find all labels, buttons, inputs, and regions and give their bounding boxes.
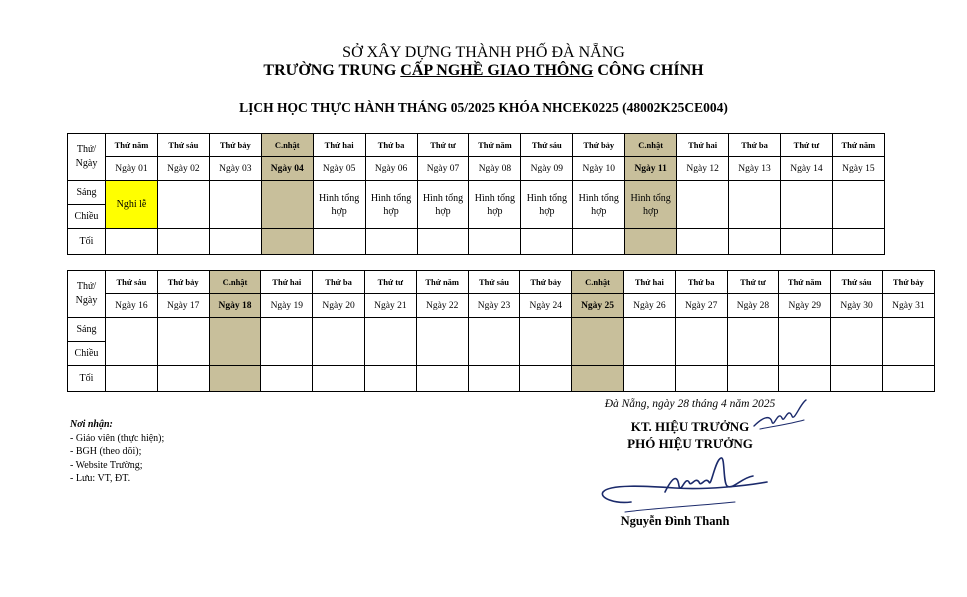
empty-cell xyxy=(157,318,209,366)
empty-cell xyxy=(832,229,884,255)
dayname-row xyxy=(68,134,885,157)
session-label-evening: Tối xyxy=(68,229,106,255)
empty-cell xyxy=(727,366,779,392)
sunday-cell xyxy=(625,229,677,255)
recipient-item: - BGH (theo dõi); xyxy=(70,446,142,457)
date-cell: Ngày 26 xyxy=(623,294,675,318)
date-cell: Ngày 07 xyxy=(417,157,469,181)
dayname-cell: Thứ tư xyxy=(364,271,416,294)
dayname-cell-sunday: C.nhật xyxy=(572,271,624,294)
holiday-cell: Nghỉ lễ xyxy=(106,181,158,229)
dayname-cell: Thứ ba xyxy=(365,134,417,157)
empty-cell xyxy=(209,181,261,229)
date-cell: Ngày 03 xyxy=(209,157,261,181)
dayname-cell: Thứ sáu xyxy=(106,271,158,294)
dayname-cell: Thứ bảy xyxy=(209,134,261,157)
empty-cell xyxy=(675,318,727,366)
date-cell: Ngày 20 xyxy=(313,294,365,318)
date-row xyxy=(68,157,885,181)
date-cell: Ngày 10 xyxy=(573,157,625,181)
empty-cell xyxy=(677,181,729,229)
practice-cell: Hình tổng hợp xyxy=(313,181,365,229)
dayname-cell: Thứ ba xyxy=(675,271,727,294)
session-label-morning: Sáng xyxy=(68,181,106,205)
date-cell: Ngày 22 xyxy=(416,294,468,318)
date-cell: Ngày 08 xyxy=(469,157,521,181)
dayname-cell: Thứ tư xyxy=(727,271,779,294)
recipient-item: - Giáo viên (thực hiện); xyxy=(70,432,165,444)
dayname-cell: Thứ hai xyxy=(677,134,729,157)
date-cell: Ngày 06 xyxy=(365,157,417,181)
date-cell: Ngày 16 xyxy=(106,294,158,318)
empty-cell xyxy=(831,318,883,366)
practice-cell: Hình tổng hợp xyxy=(417,181,469,229)
date-cell-sunday: Ngày 25 xyxy=(572,294,624,318)
practice-cell-sunday: Hình tổng hợp xyxy=(625,181,677,229)
corner-cell: Thứ/ Ngày xyxy=(68,271,106,318)
empty-cell xyxy=(313,229,365,255)
dayname-cell: Thứ sáu xyxy=(521,134,573,157)
practice-cell: Hình tổng hợp xyxy=(573,181,625,229)
empty-cell xyxy=(157,366,209,392)
school-name-part3: CÔNG CHÍNH xyxy=(593,62,704,79)
practice-cell: Hình tổng hợp xyxy=(365,181,417,229)
dayname-cell: Thứ ba xyxy=(313,271,365,294)
empty-cell xyxy=(779,318,831,366)
dayname-cell: Thứ tư xyxy=(780,134,832,157)
session-label-afternoon: Chiều xyxy=(68,342,106,366)
date-cell: Ngày 12 xyxy=(677,157,729,181)
date-cell: Ngày 01 xyxy=(106,157,158,181)
dayname-cell: Thứ bảy xyxy=(520,271,572,294)
empty-cell xyxy=(675,366,727,392)
empty-cell xyxy=(468,366,520,392)
dayname-cell: Thứ sáu xyxy=(157,134,209,157)
practice-cell: Hình tổng hợp xyxy=(521,181,573,229)
empty-cell xyxy=(780,181,832,229)
dayname-cell-sunday: C.nhật xyxy=(209,271,261,294)
date-cell-sunday: Ngày 18 xyxy=(209,294,261,318)
empty-cell xyxy=(573,229,625,255)
empty-cell xyxy=(209,229,261,255)
date-cell: Ngày 30 xyxy=(831,294,883,318)
recipients-block xyxy=(70,418,164,486)
dayname-cell: Thứ năm xyxy=(779,271,831,294)
empty-cell xyxy=(832,181,884,229)
recipients-title: Nơi nhận: xyxy=(70,419,113,430)
empty-cell xyxy=(520,366,572,392)
date-cell: Ngày 23 xyxy=(468,294,520,318)
date-cell: Ngày 21 xyxy=(364,294,416,318)
empty-cell xyxy=(417,229,469,255)
empty-cell xyxy=(468,318,520,366)
empty-cell xyxy=(313,318,365,366)
dayname-cell: Thứ bảy xyxy=(573,134,625,157)
empty-cell xyxy=(261,366,313,392)
signature-date: Đà Nẵng, ngày 28 tháng 4 năm 2025 xyxy=(604,398,776,410)
empty-cell xyxy=(882,366,934,392)
empty-cell xyxy=(729,181,781,229)
dayname-cell: Thứ năm xyxy=(469,134,521,157)
schedule-title: LỊCH HỌC THỰC HÀNH THÁNG 05/2025 KHÓA NHCEK0225 (48002K25CE004) xyxy=(239,100,728,115)
date-cell-sunday: Ngày 04 xyxy=(261,157,313,181)
session-label-morning: Sáng xyxy=(68,318,106,342)
empty-cell xyxy=(106,229,158,255)
empty-cell xyxy=(623,318,675,366)
dayname-cell: Thứ năm xyxy=(416,271,468,294)
recipient-item: - Lưu: VT, ĐT. xyxy=(70,473,131,484)
date-cell: Ngày 27 xyxy=(675,294,727,318)
date-cell: Ngày 19 xyxy=(261,294,313,318)
school-name-part2: CẤP NGHỀ GIAO THÔNG xyxy=(400,62,594,79)
empty-cell xyxy=(261,318,313,366)
session-label-evening: Tối xyxy=(68,366,106,392)
empty-cell xyxy=(364,366,416,392)
date-cell: Ngày 17 xyxy=(157,294,209,318)
signature-title-2: PHÓ HIỆU TRƯỞNG xyxy=(627,436,753,451)
sunday-cell xyxy=(209,366,261,392)
empty-cell xyxy=(416,318,468,366)
session-row-morning xyxy=(68,318,935,342)
sunday-cell xyxy=(572,366,624,392)
empty-cell xyxy=(364,318,416,366)
dayname-cell: Thứ bảy xyxy=(882,271,934,294)
school-name-part1: TRƯỜNG TRUNG xyxy=(263,62,401,79)
session-row-evening xyxy=(68,366,935,392)
empty-cell xyxy=(780,229,832,255)
empty-cell xyxy=(416,366,468,392)
empty-cell xyxy=(779,366,831,392)
dayname-cell-sunday: C.nhật xyxy=(261,134,313,157)
schedule-table-1 xyxy=(67,133,885,255)
schedule-table-2 xyxy=(67,270,935,392)
empty-cell xyxy=(365,229,417,255)
empty-cell xyxy=(469,229,521,255)
empty-cell xyxy=(106,318,158,366)
empty-cell xyxy=(677,229,729,255)
session-row-morning xyxy=(68,181,885,205)
empty-cell xyxy=(729,229,781,255)
date-cell: Ngày 09 xyxy=(521,157,573,181)
dayname-cell: Thứ hai xyxy=(313,134,365,157)
dayname-row xyxy=(68,271,935,294)
sunday-cell xyxy=(261,229,313,255)
date-row xyxy=(68,294,935,318)
dayname-cell: Thứ năm xyxy=(832,134,884,157)
dayname-cell: Thứ hai xyxy=(261,271,313,294)
date-cell-sunday: Ngày 11 xyxy=(625,157,677,181)
date-cell: Ngày 24 xyxy=(520,294,572,318)
sunday-cell xyxy=(261,181,313,229)
date-cell: Ngày 15 xyxy=(832,157,884,181)
sunday-cell xyxy=(209,318,261,366)
empty-cell xyxy=(727,318,779,366)
dayname-cell: Thứ năm xyxy=(106,134,158,157)
sunday-cell xyxy=(572,318,624,366)
session-row-evening xyxy=(68,229,885,255)
signer-name: Nguyễn Đình Thanh xyxy=(620,514,730,528)
empty-cell xyxy=(157,181,209,229)
date-cell: Ngày 05 xyxy=(313,157,365,181)
empty-cell xyxy=(313,366,365,392)
date-cell: Ngày 14 xyxy=(780,157,832,181)
date-cell: Ngày 28 xyxy=(727,294,779,318)
dayname-cell: Thứ sáu xyxy=(468,271,520,294)
session-label-afternoon: Chiều xyxy=(68,205,106,229)
department-name: SỞ XÂY DỰNG THÀNH PHỐ ĐÀ NẴNG xyxy=(342,44,625,61)
corner-cell: Thứ/ Ngày xyxy=(68,134,106,181)
signature-title-1: KT. HIỆU TRƯỞNG xyxy=(630,419,750,434)
school-name xyxy=(0,62,967,80)
recipient-item: - Website Trường; xyxy=(70,459,143,471)
empty-cell xyxy=(882,318,934,366)
empty-cell xyxy=(520,318,572,366)
empty-cell xyxy=(157,229,209,255)
initial-mark-icon xyxy=(750,396,810,436)
dayname-cell: Thứ hai xyxy=(623,271,675,294)
date-cell: Ngày 29 xyxy=(779,294,831,318)
dayname-cell: Thứ bảy xyxy=(157,271,209,294)
dayname-cell: Thứ sáu xyxy=(831,271,883,294)
empty-cell xyxy=(521,229,573,255)
empty-cell xyxy=(831,366,883,392)
dayname-cell-sunday: C.nhật xyxy=(625,134,677,157)
date-cell: Ngày 02 xyxy=(157,157,209,181)
empty-cell xyxy=(623,366,675,392)
date-cell: Ngày 31 xyxy=(882,294,934,318)
dayname-cell: Thứ tư xyxy=(417,134,469,157)
practice-cell: Hình tổng hợp xyxy=(469,181,521,229)
date-cell: Ngày 13 xyxy=(729,157,781,181)
empty-cell xyxy=(106,366,158,392)
dayname-cell: Thứ ba xyxy=(729,134,781,157)
